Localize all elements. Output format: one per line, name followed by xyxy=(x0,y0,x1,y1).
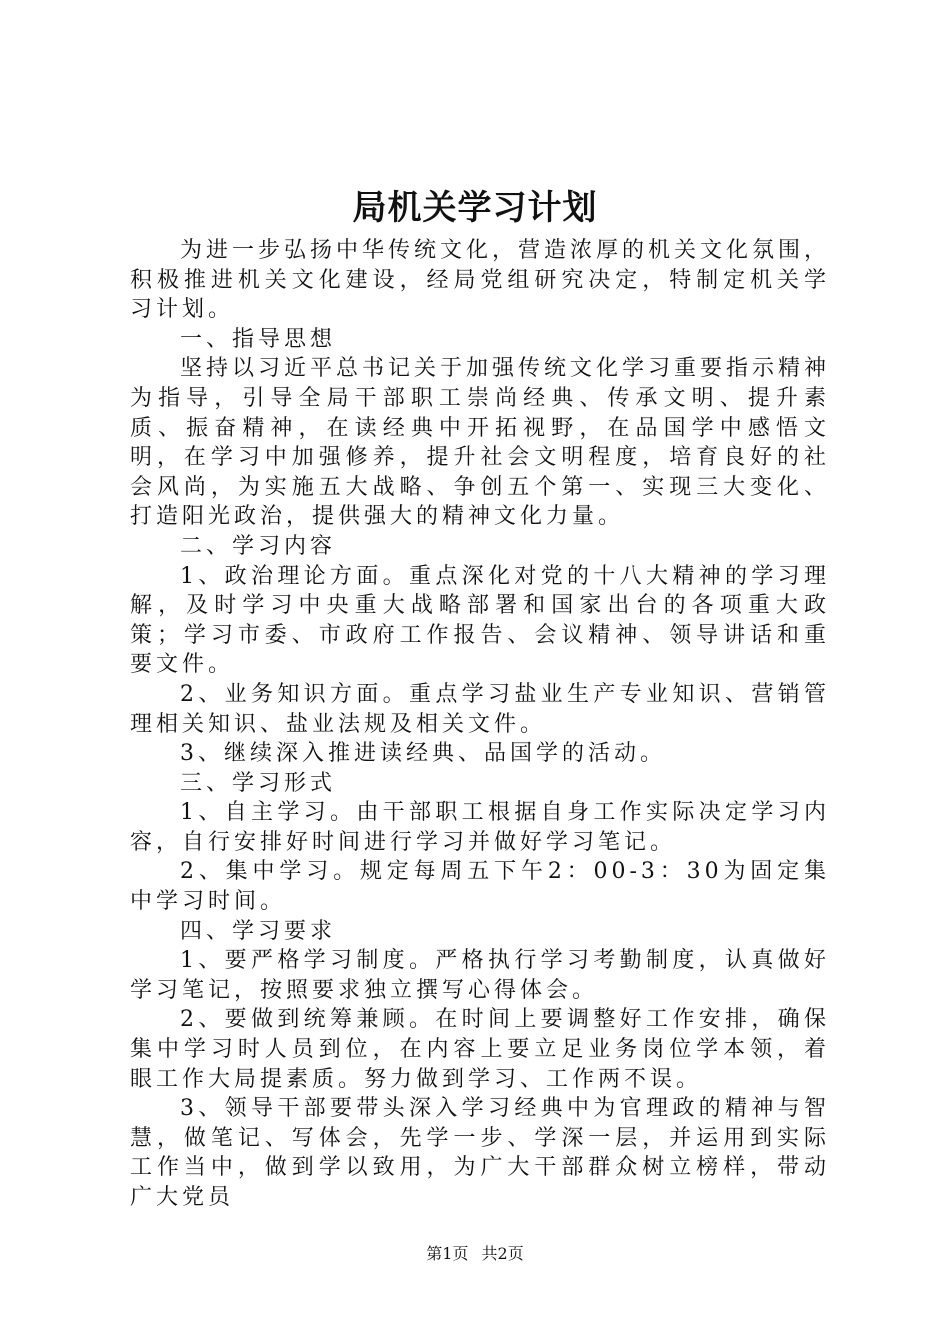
paragraph-requirements-2: 2、要做到统筹兼顾。在时间上要调整好工作安排，确保集中学习时人员到位，在内容上要立足业务岗位学本领，着眼工作大局提素质。努力做到学习、工作两不误。 xyxy=(130,1007,830,1092)
paragraph-intro: 为进一步弘扬中华传统文化，营造浓厚的机关文化氛围，积极推进机关文化建设，经局党组研究决定，特制定机关学习计划。 xyxy=(130,238,831,323)
document-body xyxy=(130,236,830,1213)
section-heading-content: 二、学习内容 xyxy=(180,533,337,559)
page-number-current: 第1页 xyxy=(426,1244,469,1263)
section-heading-guiding-thought: 一、指导思想 xyxy=(180,326,337,352)
paragraph-requirements-1: 1、要严格学习制度。严格执行学习考勤制度，认真做好学习笔记，按照要求独立撰写心得体会。 xyxy=(130,948,830,1003)
document-title: 局机关学习计划 xyxy=(352,188,598,228)
paragraph-content-1: 1、政治理论方面。重点深化对党的十八大精神的学习理解，及时学习中央重大战略部署和国家出台的各项重大政策；学习市委、市政府工作报告、会议精神、领导讲话和重要文件。 xyxy=(130,563,830,678)
page-footer xyxy=(0,1244,950,1264)
paragraph-guiding-thought: 坚持以习近平总书记关于加强传统文化学习重要指示精神为指导，引导全局干部职工崇尚经典、传承文明、提升素质、振奋精神，在读经典中开拓视野，在品国学中感悟文明，在学习中加强修养，提升社会文明程度，培育良好的社会风尚，为实施五大战略、争创五个第一、实现三大变化、打造阳光政治，提供强大的精神文化力量。 xyxy=(130,356,831,530)
paragraph-format-2: 2、集中学习。规定每周五下午2：00-3：30为固定集中学习时间。 xyxy=(130,859,830,915)
section-heading-format: 三、学习形式 xyxy=(180,770,337,796)
paragraph-content-2: 2、业务知识方面。重点学习盐业生产专业知识、营销管理相关知识、盐业法规及相关文件。 xyxy=(130,681,830,737)
paragraph-format-1: 1、自主学习。由干部职工根据自身工作实际决定学习内容，自行安排好时间进行学习并做好学习笔记。 xyxy=(130,800,830,855)
section-heading-requirements: 四、学习要求 xyxy=(180,918,337,944)
page-number-total: 共2页 xyxy=(481,1244,524,1263)
paragraph-requirements-3: 3、领导干部要带头深入学习经典中为官理政的精神与智慧，做笔记、写体会，先学一步、学深一层，并运用到实际工作当中，做到学以致用，为广大干部群众树立榜样，带动广大党员 xyxy=(130,1096,830,1210)
paragraph-content-3: 3、继续深入推进读经典、品国学的活动。 xyxy=(180,741,666,767)
